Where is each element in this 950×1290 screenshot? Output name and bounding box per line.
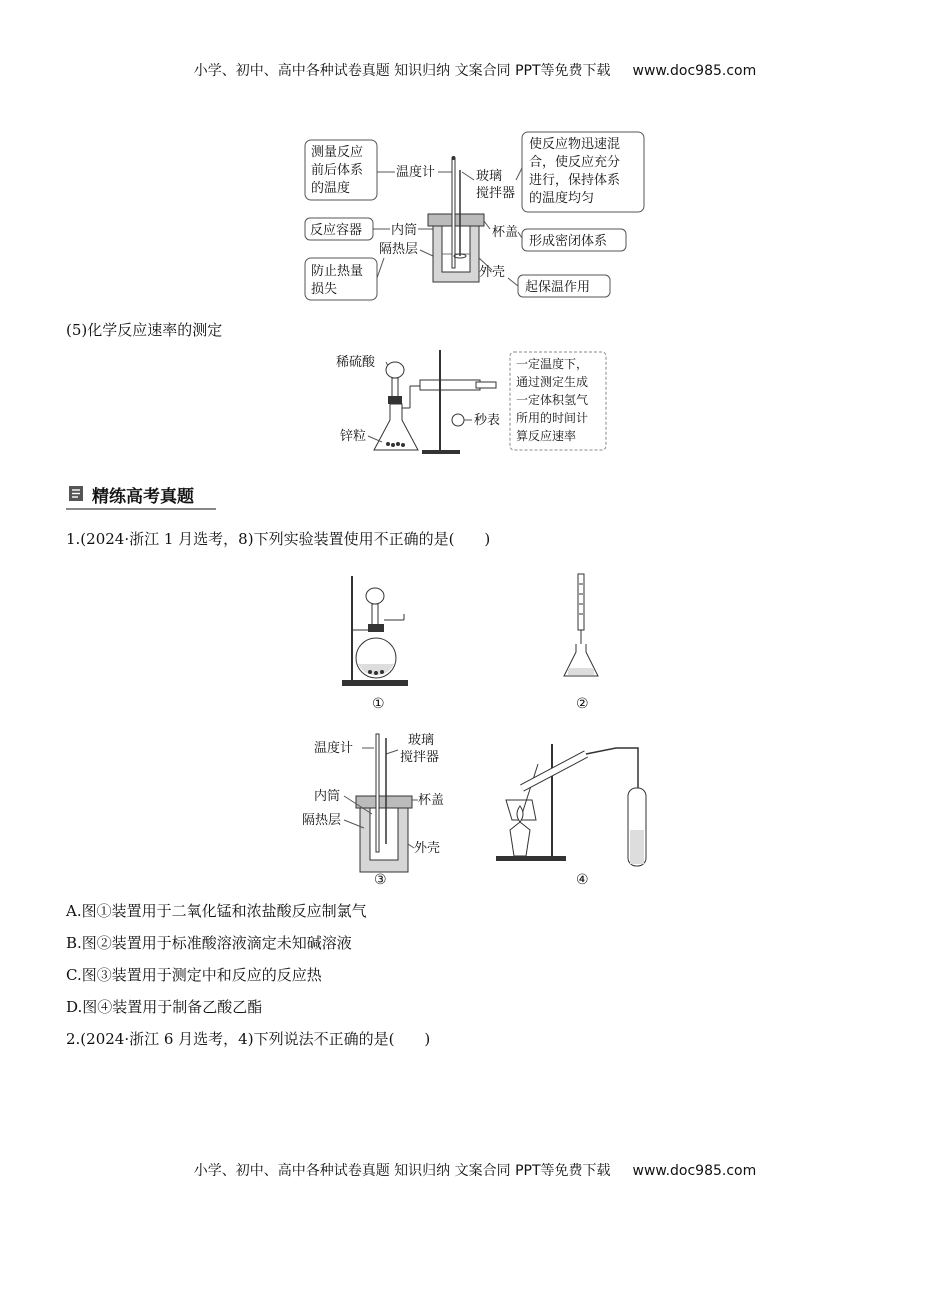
- q1-option-b[interactable]: B.图②装置用于标准酸溶液滴定未知碱溶液: [66, 934, 352, 952]
- rate-note-line2: 一定体积氢气: [516, 393, 589, 407]
- stirrer-label-1: 搅拌器: [476, 186, 516, 201]
- q2-stem: 2.(2024·浙江 6 月选考，4)下列说法不正确的是( ): [66, 1030, 431, 1048]
- fig-label-1: ①: [372, 696, 385, 712]
- lid-label: 杯盖: [492, 225, 519, 240]
- fig-label-4: ④: [576, 872, 589, 888]
- section-heading: [66, 480, 216, 510]
- rate-note-line1: 通过测定生成: [516, 375, 589, 389]
- calorimeter-figure: [300, 128, 660, 308]
- section-title: 精练高考真题: [92, 487, 194, 507]
- note-left-3-line1: 损失: [311, 282, 338, 297]
- document-icon: [69, 486, 83, 501]
- note-right-2: 形成密闭体系: [529, 234, 608, 249]
- note-left-1-line2: 的温度: [311, 181, 351, 196]
- rate-note-line0: 一定温度下，: [516, 357, 589, 371]
- note-right-1-line0: 使反应物迅速混: [529, 137, 621, 152]
- thermometer-label: 温度计: [396, 165, 436, 180]
- fig3-shell: 外壳: [414, 841, 441, 856]
- note-right-3: 起保温作用: [525, 280, 591, 295]
- q1-stem: 1.(2024·浙江 1 月选考，8)下列实验装置使用不正确的是( ): [66, 530, 491, 548]
- fig-label-3: ③: [374, 872, 387, 888]
- note-right-1-line1: 合，使反应充分: [529, 155, 621, 170]
- fig3-thermometer: 温度计: [314, 741, 354, 756]
- q1-figures: [300, 568, 670, 888]
- zinc-label: 锌粒: [340, 429, 367, 444]
- note-left-2: 反应容器: [310, 223, 363, 238]
- q1-option-a[interactable]: A.图①装置用于二氧化锰和浓盐酸反应制氯气: [66, 902, 367, 920]
- shell-label: 外壳: [479, 265, 506, 280]
- note-left-3-line0: 防止热量: [311, 264, 364, 279]
- footer-text: 小学、初中、高中各种试卷真题 知识归纳 文案合同 PPT等免费下载: [193, 1163, 611, 1179]
- page-footer: [0, 1160, 950, 1180]
- inner-label: 内筒: [391, 223, 418, 238]
- fig3-insulation: 隔热层: [302, 813, 342, 828]
- note-right-1-line3: 的温度均匀: [529, 191, 595, 206]
- page-header: [0, 60, 950, 80]
- item5-title: (5)化学反应速率的测定: [66, 321, 223, 339]
- header-text: 小学、初中、高中各种试卷真题 知识归纳 文案合同 PPT等免费下载: [193, 63, 611, 79]
- note-right-1-line2: 进行，保持体系: [529, 173, 621, 188]
- fig3-lid: 杯盖: [418, 793, 445, 808]
- insulation-label: 隔热层: [379, 242, 419, 257]
- rate-figure: [330, 346, 620, 458]
- acid-label: 稀硫酸: [336, 355, 376, 370]
- fig3-stirrer-0: 玻璃: [408, 733, 435, 748]
- footer-url[interactable]: www.doc985.com: [632, 1163, 757, 1179]
- rate-note-line4: 算反应速率: [516, 429, 577, 443]
- fig-label-2: ②: [576, 696, 589, 712]
- rate-note-line3: 所用的时间计: [516, 411, 589, 425]
- stopwatch-label: 秒表: [474, 413, 501, 428]
- stirrer-label-0: 玻璃: [476, 169, 503, 184]
- q1-option-d[interactable]: D.图④装置用于制备乙酸乙酯: [66, 998, 263, 1016]
- note-left-1-line0: 测量反应: [311, 145, 364, 160]
- header-url[interactable]: www.doc985.com: [632, 63, 757, 79]
- q1-option-c[interactable]: C.图③装置用于测定中和反应的反应热: [66, 966, 322, 984]
- fig3-stirrer-1: 搅拌器: [400, 750, 440, 765]
- note-left-1-line1: 前后体系: [311, 163, 364, 178]
- fig3-inner: 内筒: [314, 789, 341, 804]
